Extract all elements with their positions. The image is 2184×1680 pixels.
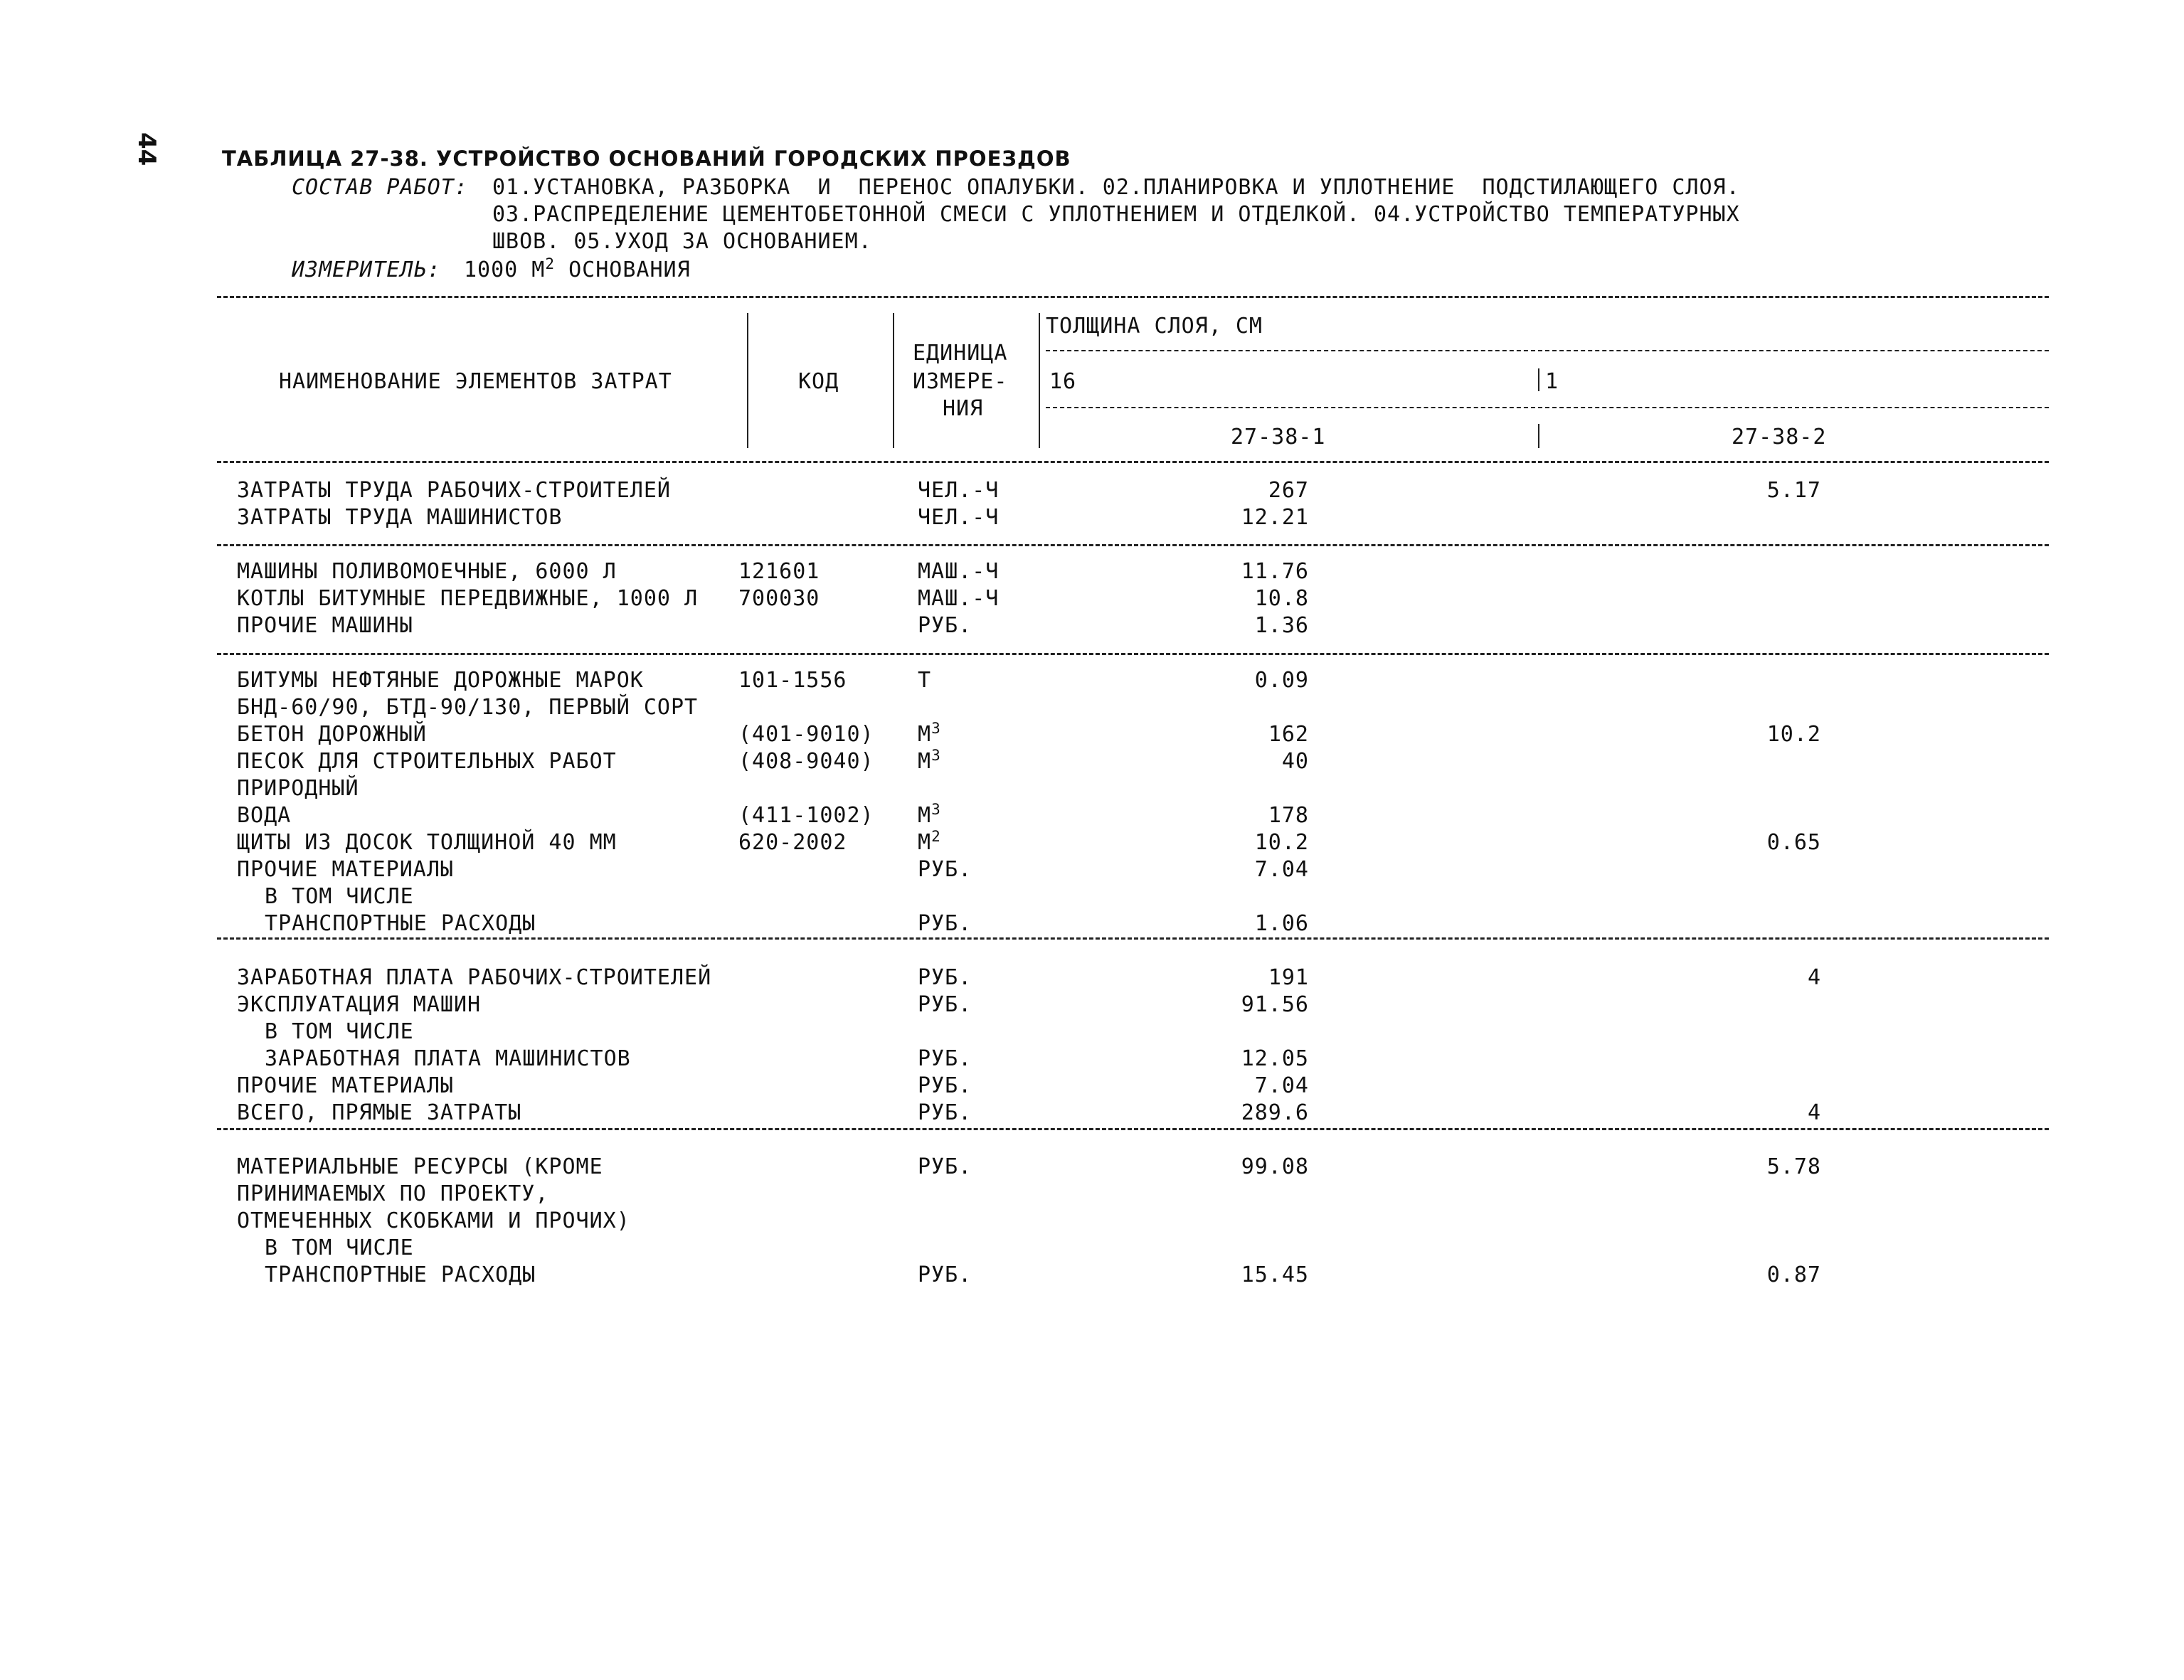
row-unit-text: РУБ. (918, 613, 972, 638)
row-code: (408-9040) (738, 749, 874, 774)
section-separator (217, 544, 2049, 546)
row-unit (918, 1073, 972, 1100)
header-thickness-a: 16 (1049, 369, 1077, 394)
row-value-27-38-2: 0.87 (1766, 1262, 1821, 1287)
row-unit (918, 802, 941, 829)
row-name: ЗАТРАТЫ ТРУДА МАШИНИСТОВ (237, 505, 563, 530)
row-unit (918, 504, 999, 531)
row-value-27-38-1: 15.45 (1241, 1262, 1309, 1287)
row-value-27-38-1: 91.56 (1241, 992, 1309, 1017)
row-unit-text: М (918, 749, 932, 774)
row-name: ПРОЧИЕ МАШИНЫ (237, 613, 413, 638)
row-name: В ТОМ ЧИСЛЕ (251, 1019, 414, 1044)
row-value-27-38-1: 11.76 (1241, 559, 1309, 584)
row-unit-text: РУБ. (918, 1073, 972, 1098)
row-unit-text: РУБ. (918, 911, 972, 936)
row-value-27-38-1: 12.05 (1241, 1046, 1309, 1071)
header-unit-line-1: ЕДИНИЦА (913, 341, 1008, 366)
row-unit (918, 991, 972, 1019)
row-name: КОТЛЫ БИТУМНЫЕ ПЕРЕДВИЖНЫЕ, 1000 Л (237, 586, 699, 611)
header-col-b: 27-38-2 (1732, 425, 1827, 450)
row-name: БНД-60/90, БТД-90/130, ПЕРВЫЙ СОРТ (237, 695, 699, 720)
row-unit-text: М (918, 830, 932, 855)
row-unit-text: М (918, 722, 932, 747)
row-unit-text: МАШ.-Ч (918, 559, 1000, 584)
row-name: МАШИНЫ ПОЛИВОМОЕЧНЫЕ, 6000 Л (237, 559, 617, 584)
row-value-27-38-1: 191 (1268, 965, 1309, 990)
row-unit-sup: 3 (931, 720, 941, 737)
header-divider-2 (893, 313, 894, 448)
row-value-27-38-1: 40 (1281, 749, 1309, 774)
row-unit (918, 856, 972, 883)
row-name: ЗАТРАТЫ ТРУДА РАБОЧИХ-СТРОИТЕЛЕЙ (237, 478, 671, 503)
row-value-27-38-1: 1.06 (1254, 911, 1309, 936)
row-value-27-38-2: 5.78 (1766, 1154, 1821, 1179)
row-unit-text: М (918, 803, 932, 828)
row-value-27-38-1: 0.09 (1254, 668, 1309, 693)
row-value-27-38-1: 12.21 (1241, 505, 1309, 530)
row-unit-text: ЧЕЛ.-Ч (918, 505, 1000, 530)
row-value-27-38-1: 99.08 (1241, 1154, 1309, 1179)
meter-value-suffix: ОСНОВАНИЯ (555, 257, 691, 282)
row-value-27-38-1: 289.6 (1241, 1100, 1309, 1125)
row-unit-text: РУБ. (918, 965, 972, 990)
row-unit (918, 1046, 972, 1073)
row-name: ПРОЧИЕ МАТЕРИАЛЫ (237, 1073, 454, 1098)
meter-value-prefix: 1000 М (464, 257, 546, 282)
meter-value-sup: 2 (545, 255, 556, 272)
row-unit-sup: 3 (931, 801, 941, 818)
row-unit-text: МАШ.-Ч (918, 586, 1000, 611)
row-unit-sup: 3 (931, 747, 941, 764)
header-thickness: ТОЛЩИНА СЛОЯ, СМ (1046, 314, 1263, 339)
row-name: ЗАРАБОТНАЯ ПЛАТА РАБОЧИХ-СТРОИТЕЛЕЙ (237, 965, 712, 990)
composition-line-2: 03.РАСПРЕДЕЛЕНИЕ ЦЕМЕНТОБЕТОННОЙ СМЕСИ С УПЛОТНЕНИЕМ И ОТДЕЛКОЙ. 04.УСТРОЙСТВО ТЕМПЕРАТУРНЫХ (492, 202, 1740, 227)
row-unit (918, 1262, 972, 1289)
header-name: НАИМЕНОВАНИЕ ЭЛЕМЕНТОВ ЗАТРАТ (279, 369, 672, 394)
row-name: ВСЕГО, ПРЯМЫЕ ЗАТРАТЫ (237, 1100, 522, 1125)
row-unit (918, 910, 972, 937)
row-unit (918, 667, 931, 694)
row-unit (918, 1154, 972, 1181)
row-code: 700030 (738, 586, 820, 611)
row-unit (918, 585, 999, 612)
header-code: КОД (798, 369, 839, 394)
row-value-27-38-2: 4 (1807, 965, 1821, 990)
row-unit-text: РУБ. (918, 1262, 972, 1287)
composition-label: СОСТАВ РАБОТ: (292, 175, 468, 200)
row-name: ПЕСОК ДЛЯ СТРОИТЕЛЬНЫХ РАБОТ (237, 749, 617, 774)
row-name: В ТОМ ЧИСЛЕ (251, 1235, 414, 1260)
table-title: ТАБЛИЦА 27-38. УСТРОЙСТВО ОСНОВАНИЙ ГОРОДСКИХ ПРОЕЗДОВ (222, 147, 1071, 171)
row-value-27-38-1: 10.8 (1254, 586, 1309, 611)
row-value-27-38-1: 10.2 (1254, 830, 1309, 855)
row-value-27-38-1: 162 (1268, 722, 1309, 747)
row-unit (918, 1100, 972, 1127)
row-value-27-38-2: 4 (1807, 1100, 1821, 1125)
row-value-27-38-2: 0.65 (1766, 830, 1821, 855)
row-unit (918, 721, 941, 748)
row-name: ПРИРОДНЫЙ (237, 776, 359, 801)
row-name: БЕТОН ДОРОЖНЫЙ (237, 722, 427, 747)
row-name: ОТМЕЧЕННЫХ СКОБКАМИ И ПРОЧИХ) (237, 1208, 630, 1233)
section-separator (217, 653, 2049, 655)
row-unit-text: ЧЕЛ.-Ч (918, 478, 1000, 503)
header-divider-1 (747, 313, 748, 448)
row-code: (401-9010) (738, 722, 874, 747)
header-divider-5 (1538, 424, 1539, 448)
row-name: МАТЕРИАЛЬНЫЕ РЕСУРСЫ (КРОМЕ (237, 1154, 603, 1179)
row-unit-text: Т (918, 668, 932, 693)
row-code: 620-2002 (738, 830, 847, 855)
row-code: (411-1002) (738, 803, 874, 828)
composition-line-3: ШВОВ. 05.УХОД ЗА ОСНОВАНИЕМ. (492, 229, 872, 254)
header-divider-4 (1538, 368, 1539, 391)
row-unit-text: РУБ. (918, 1154, 972, 1179)
row-value-27-38-1: 178 (1268, 803, 1309, 828)
composition-line-1: 01.УСТАНОВКА, РАЗБОРКА И ПЕРЕНОС ОПАЛУБКИ. 02.ПЛАНИРОВКА И УПЛОТНЕНИЕ ПОДСТИЛАЮЩЕГО СЛОЯ. (492, 175, 1740, 200)
row-name: В ТОМ ЧИСЛЕ (251, 884, 414, 909)
row-unit (918, 558, 999, 585)
row-value-27-38-1: 7.04 (1254, 857, 1309, 882)
header-rule-1 (1046, 350, 2049, 351)
row-value-27-38-1: 7.04 (1254, 1073, 1309, 1098)
row-name: ЭКСПЛУАТАЦИЯ МАШИН (237, 992, 482, 1017)
row-name: БИТУМЫ НЕФТЯНЫЕ ДОРОЖНЫЕ МАРОК (237, 668, 644, 693)
row-unit-text: РУБ. (918, 1100, 972, 1125)
row-unit-text: РУБ. (918, 1046, 972, 1071)
section-separator (217, 1128, 2049, 1130)
row-name: ЩИТЫ ИЗ ДОСОК ТОЛЩИНОЙ 40 ММ (237, 830, 617, 855)
row-unit (918, 829, 941, 856)
row-unit (918, 612, 972, 639)
row-code: 101-1556 (738, 668, 847, 693)
row-unit (918, 477, 999, 504)
row-unit-text: РУБ. (918, 857, 972, 882)
header-unit-line-2: ИЗМЕРЕ- (913, 369, 1008, 394)
section-separator (217, 937, 2049, 940)
header-unit-line-3: НИЯ (943, 396, 984, 421)
row-unit-text: РУБ. (918, 992, 972, 1017)
row-value-27-38-2: 10.2 (1766, 722, 1821, 747)
row-unit (918, 748, 941, 775)
meter-label: ИЗМЕРИТЕЛЬ: (292, 257, 441, 282)
row-value-27-38-1: 267 (1268, 478, 1309, 503)
row-name: ТРАНСПОРТНЫЕ РАСХОДЫ (251, 1262, 536, 1287)
row-name: ТРАНСПОРТНЫЕ РАСХОДЫ (251, 911, 536, 936)
meter-value (464, 257, 691, 284)
row-code: 121601 (738, 559, 820, 584)
row-value-27-38-2: 5.17 (1766, 478, 1821, 503)
row-name: ПРОЧИЕ МАТЕРИАЛЫ (237, 857, 454, 882)
row-name: ВОДА (237, 803, 292, 828)
page-number: 44 (132, 132, 161, 166)
row-value-27-38-1: 1.36 (1254, 613, 1309, 638)
header-divider-3 (1039, 313, 1040, 448)
row-unit (918, 964, 972, 991)
row-name: ЗАРАБОТНАЯ ПЛАТА МАШИНИСТОВ (251, 1046, 631, 1071)
header-col-a: 27-38-1 (1231, 425, 1326, 450)
header-bottom-rule (217, 461, 2049, 463)
header-thickness-b: 1 (1545, 369, 1559, 394)
header-rule-2 (1046, 407, 2049, 408)
row-unit-sup: 2 (931, 828, 941, 845)
table-top-rule (217, 296, 2049, 298)
row-name: ПРИНИМАЕМЫХ ПО ПРОЕКТУ, (237, 1181, 549, 1206)
